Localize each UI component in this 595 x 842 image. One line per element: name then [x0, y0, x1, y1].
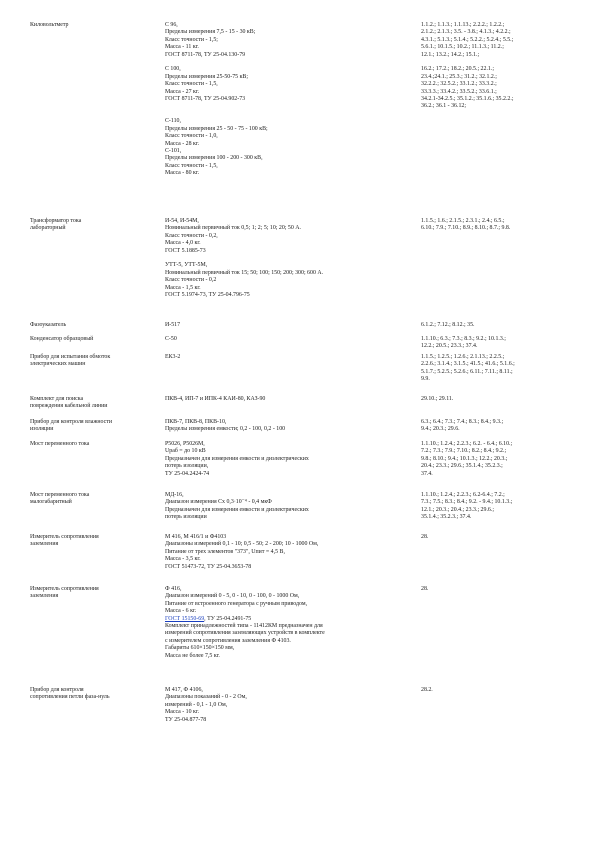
- clause-references: [421, 586, 567, 593]
- name-line: повреждения кабельной линии: [30, 403, 108, 410]
- spec-line: ТУ 25-04.877-78: [165, 716, 207, 723]
- spec-line: ТУ 25-04.2424-74: [165, 470, 210, 477]
- spec-line: Пределы измерения емкости; 0,2 - 100, 0,2 - 100: [165, 426, 286, 433]
- equipment-spec: [165, 687, 417, 724]
- spec-line: Комплект принадлежностей типа - 11412КМ предназначен для: [165, 623, 323, 630]
- spec-line: Масса - 28 кг.: [165, 140, 200, 147]
- equipment-name: [30, 534, 158, 549]
- ref-line: 1.1.5.; 1.2.5.; 1.2.6.; 2.1.13.; 2.2.5.;: [421, 354, 505, 360]
- equipment-spec: [165, 441, 417, 478]
- spec-line: Питание от встроенного генератора с ручным приводом,: [165, 600, 308, 607]
- spec-line: Масса - 11 кг.: [165, 44, 199, 51]
- spec-line: И-517: [165, 322, 181, 328]
- ref-line: 1.1.10.; 1.2.4.; 2.2.3.; 6.2-6.4.; 7.2.;: [421, 492, 505, 498]
- ref-line: 6.10.; 7.9.; 7.10.; 8.9.; 8.10.; 8.7.; 9.8.: [421, 225, 511, 232]
- ref-line: 12.1.; 20.3.; 20.4.; 23.3.; 29.6.;: [421, 506, 494, 513]
- spec-line: И-54, И-54М,: [165, 218, 199, 224]
- spec-line: С 100,: [165, 66, 181, 73]
- spec-line: Диапазон измерений 0 - 5, 0 - 10, 0 - 100, 0 - 1000 Ом,: [165, 593, 300, 600]
- spec-line: Масса не более 7,5 кг.: [165, 652, 220, 659]
- equipment-name: [30, 218, 158, 233]
- ref-line: 4.3.1.; 5.1.3.; 5.1.4.; 5.2.2.; 5.2.4.; 5.5.;: [421, 36, 514, 43]
- equipment-name: [30, 586, 158, 601]
- spec-line: Пределы измерения 25-50-75 кВ;: [165, 73, 248, 80]
- name-line: Трансформатор тока: [30, 218, 82, 224]
- equipment-name: [30, 336, 158, 343]
- ref-line: 2.2.6.; 3.1.4.; 3.1.5.; 41.5.; 41.6.; 5.1.6.;: [421, 361, 515, 368]
- spec-line: С 96,: [165, 22, 178, 28]
- spec-line: измерений сопротивления заземляющих устройств в комплекте: [165, 630, 325, 637]
- spacer: [165, 255, 417, 262]
- spec-line: Диапазон измерения Сх 0,3·10⁻⁴ - 0,4 мкФ: [165, 499, 272, 506]
- spec-line: С-110,: [165, 118, 181, 125]
- ref-line: 28.: [421, 586, 429, 592]
- spec-line: ГОСТ 51473-72, ТУ 25-04.3653-78: [165, 563, 252, 570]
- equipment-name: [30, 354, 158, 369]
- ref-line: 9.9.: [421, 376, 430, 383]
- spec-line: Р5026, Р5026М,: [165, 441, 205, 447]
- name-line: изоляции: [30, 426, 54, 433]
- spec-line: Масса - 1,5 кг.: [165, 284, 201, 291]
- spec-line: ПКВ-4, ИП-7 и ИПК-4 КАИ-80, КАЗ-90: [165, 396, 266, 402]
- ref-line: 20.4.; 23.3.; 29.6.; 35.1.4.; 35.2.3.;: [421, 463, 503, 470]
- spec-line: Номинальный первичный ток 15; 50; 100; 150; 200; 300; 600 А.: [165, 269, 324, 276]
- ref-line: 16.2.; 17.2.; 18.2.; 20.5.; 22.1.;: [421, 66, 494, 73]
- equipment-name: [30, 322, 158, 329]
- clause-references: [421, 492, 567, 522]
- name-line: Мост переменного тока: [30, 492, 90, 498]
- spec-line: Масса - 4,0 кг.: [165, 240, 201, 247]
- ref-line: 28.: [421, 534, 429, 540]
- standard-link[interactable]: ГОСТ 15150-69: [165, 615, 205, 622]
- spec-line: Масса - 10 кг.: [165, 709, 200, 716]
- equipment-spec: [165, 354, 417, 361]
- equipment-spec: [165, 218, 417, 299]
- ref-line: 28.2.: [421, 687, 433, 693]
- ref-line: 29.10.; 29.11.: [421, 396, 454, 402]
- spec-line: Питание от трех элементов "373", Uпит = 4,5 В,: [165, 548, 285, 555]
- ref-line: 9.8.; 8.10.; 9.4.; 10.1.3.; 12.2.; 20.3.;: [421, 455, 508, 462]
- clause-references: [421, 396, 567, 403]
- spec-line: потерь изоляции,: [165, 463, 209, 470]
- ref-line: 34.2.1-34.2.5.; 35.1.2.; 35.1.6.; 35.2.2.;: [421, 96, 514, 103]
- clause-references: [421, 22, 567, 111]
- spec-line: С-101,: [165, 147, 182, 154]
- spec-line: Ф 416,: [165, 586, 182, 592]
- spec-line: Масса - 80 кг.: [165, 170, 200, 177]
- equipment-spec: [165, 586, 417, 660]
- spec-line: Uраб = до 10 кВ: [165, 448, 206, 455]
- equipment-name: [30, 492, 158, 507]
- ref-line: 33.3.3.; 33.4.2.; 33.5.2.; 33.6.1.;: [421, 88, 497, 95]
- ref-line: 12.1.; 13.2.; 14.2.; 15.1.;: [421, 51, 480, 58]
- spec-line: ПКВ-7, ПКВ-8, ПКВ-10,: [165, 419, 227, 425]
- spec-line: Пределы измерения 100 - 200 - 300 кВ,: [165, 155, 263, 162]
- spec-line: Масса - 3,5 кг.: [165, 556, 201, 563]
- spec-line: ГОСТ 8711-78, ТУ 25-04.130-79: [165, 51, 246, 58]
- spec-line: Предназначен для измерения емкости и диэлектрических: [165, 506, 309, 513]
- ref-line: 6.3.; 6.4.; 7.3.; 7.4.; 8.3.; 8.4.; 9.3.;: [421, 419, 504, 425]
- spec-line: МД-16,: [165, 492, 184, 498]
- spec-line: Предназначен для измерения емкости и диэлектрических: [165, 455, 309, 462]
- equipment-name: [30, 441, 158, 448]
- spec-line: Номинальный первичный ток 0,5; 1; 2; 5; 10; 20; 50 А.: [165, 225, 301, 232]
- ref-line: 23.4.;24.1.; 25.3.; 31.2.; 32.1.2.;: [421, 73, 497, 80]
- ref-line: 32.2.2.; 32.5.2.; 33.1.2.; 33.3.2.;: [421, 81, 497, 88]
- spec-line: С-50: [165, 336, 177, 342]
- name-line: Прибор для испытания обмоток: [30, 354, 111, 360]
- equipment-name: [30, 396, 158, 411]
- name-line: электрических машин: [30, 361, 86, 368]
- ref-line: 36.2.; 36.1 - 36.12;: [421, 103, 466, 110]
- clause-references: [421, 419, 567, 434]
- equipment-name: [30, 687, 158, 702]
- clause-references: [421, 534, 567, 541]
- ref-line: 1.1.10.; 6.3.; 7.3.; 8.3.; 9.2.; 10.1.3.;: [421, 336, 506, 342]
- spec-line: Пределы измерения 7,5 - 15 - 30 кВ;: [165, 29, 256, 36]
- spacer: [165, 59, 417, 66]
- name-line: Измеритель сопротивления: [30, 586, 99, 592]
- spec-line: М 417, Ф 4106,: [165, 687, 203, 693]
- spacer: [165, 111, 417, 118]
- spacer: [165, 103, 417, 110]
- clause-references: [421, 687, 567, 694]
- clause-references: [421, 441, 567, 478]
- ref-line: 7.3.; 7.5.; 8.3.; 8.4.; 9.2. - 9.4.; 10.1.3.;: [421, 499, 513, 506]
- spec-line: Класс точности - 0,2: [165, 277, 217, 284]
- name-line: Прибор для контроля влажности: [30, 419, 112, 425]
- spec-line: Класс точности - 1,5,: [165, 81, 218, 88]
- name-line: Измеритель сопротивления: [30, 534, 99, 540]
- ref-line: 9.4.; 20.3.; 29.6.: [421, 426, 460, 433]
- spec-line: Пределы измерения 25 - 50 - 75 - 100 кВ;: [165, 125, 268, 132]
- clause-references: [421, 354, 567, 384]
- spec-line: Масса - 27 кг.: [165, 88, 200, 95]
- ref-line: 1.1.2.; 1.1.3.; 1.1.13.; 2.2.2.; 1.2.2.;: [421, 22, 505, 28]
- ref-line: 2.1.2.; 2.1.3.; 3.5. - 3.8.; 4.1.3.; 4.2.2.;: [421, 29, 511, 36]
- ref-line: 7.2.; 7.3.; 7.9.; 7.10.; 8.2.; 8.4.; 9.2.;: [421, 448, 507, 455]
- spec-line: ГОСТ 5.1974-73, ТУ 25-04.796-75: [165, 292, 250, 299]
- spec-line: потерь изоляции: [165, 514, 207, 521]
- spec-line: Габариты 610×150×150 мм,: [165, 645, 235, 652]
- spec-line: Класс точности - 1,5,: [165, 162, 218, 169]
- spec-line: Диапазоны показаний - 0 - 2 Ом,: [165, 694, 247, 701]
- name-line: заземления: [30, 541, 59, 548]
- spec-line: М 416, М 416/1 и Ф4103: [165, 534, 227, 540]
- equipment-spec: [165, 492, 417, 522]
- equipment-spec: [165, 396, 417, 403]
- spec-line: УТТ-5, УТТ-5М,: [165, 262, 208, 269]
- ref-line: 35.1.4.; 35.2.3.; 37.4.: [421, 514, 472, 521]
- ref-line: 5.1.7.; 5.2.5.; 5.2.6.; 6.11.; 7.11.; 8.11.;: [421, 368, 513, 375]
- name-line: лабораторный: [30, 225, 66, 232]
- spec-line: с измерителем сопротивления заземления Ф 4103.: [165, 637, 291, 644]
- equipment-spec: [165, 322, 417, 329]
- spec-line: Класс точности - 1,5;: [165, 36, 218, 43]
- ref-line: 37.4.: [421, 470, 433, 477]
- spec-line: Диапазоны измерений 0,1 - 10; 0,5 - 50; 2 - 200; 10 - 1000 Ом,: [165, 541, 319, 548]
- name-line: Прибор для контроля: [30, 687, 84, 693]
- name-line: Конденсатор образцовый: [30, 336, 94, 342]
- ref-line: 12.2.; 20.5.; 23.3.; 37.4.: [421, 343, 478, 350]
- name-line: Комплект для поиска: [30, 396, 84, 402]
- name-line: Киловольтметр: [30, 22, 69, 28]
- name-line: сопротивления петли фаза-нуль: [30, 694, 110, 701]
- spacer: [421, 59, 567, 66]
- clause-references: [421, 322, 567, 329]
- spec-line: Класс точности - 1,0,: [165, 133, 218, 140]
- equipment-spec: [165, 419, 417, 434]
- spec-line: Класс точности - 0,2,: [165, 232, 218, 239]
- equipment-spec: [165, 534, 417, 571]
- ref-line: 1.1.10.; 1.2.4.; 2.2.3.; 6.2. - 6.4.; 6.10.;: [421, 441, 513, 447]
- spec-line: ЕК3-2: [165, 354, 181, 360]
- name-line: заземления: [30, 593, 59, 600]
- spec-line: измерений - 0,1 - 1,0 Ом,: [165, 701, 228, 708]
- name-line: малогабаритный: [30, 499, 72, 506]
- name-line: Мост переменного тока: [30, 441, 90, 447]
- ref-line: 6.1.2.; 7.12.; 8.12.; 35.: [421, 322, 475, 328]
- ref-line: 1.1.5.; 1.6.; 2.1.5.; 2.3.1.; 2.4.; 6.5.;: [421, 218, 505, 224]
- spec-line: ГОСТ 8711-78, ТУ 25-04.902-73: [165, 96, 246, 103]
- equipment-spec: [165, 22, 417, 178]
- spec-line: ГОСТ 5.1885-73: [165, 247, 206, 254]
- clause-references: [421, 336, 567, 351]
- ref-line: 5.6.1.; 10.1.5.; 10.2.; 11.1.3.; 11.2.;: [421, 44, 504, 51]
- spec-line: ГОСТ 15150-69, ТУ 25-04.2491-75: [165, 615, 252, 622]
- name-line: Фазоуказатель: [30, 322, 67, 328]
- equipment-name: [30, 419, 158, 434]
- spec-line: Масса - 6 кг.: [165, 608, 197, 615]
- clause-references: [421, 218, 567, 233]
- equipment-name: [30, 22, 158, 29]
- equipment-spec: [165, 336, 417, 343]
